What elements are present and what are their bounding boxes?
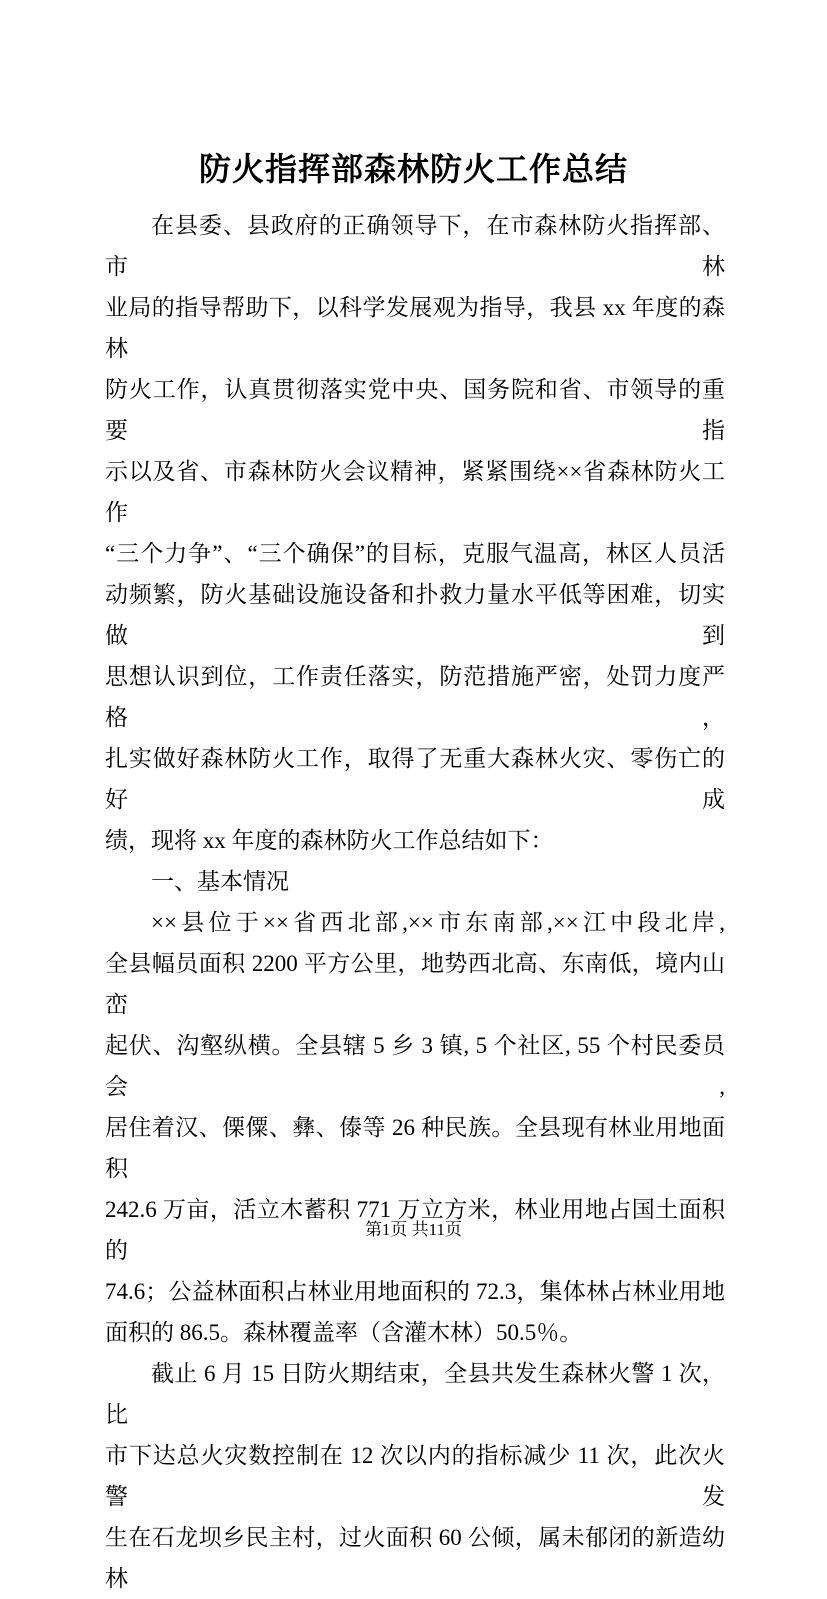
text-line: 生在石龙坝乡民主村，过火面积 60 公倾，属未郁闭的新造幼林 [105,1525,725,1591]
text-line: 面积的 86.5。森林覆盖率（含灌木林）50.5％。 [105,1320,583,1345]
text-line: 74.6；公益林面积占林业用地面积的 72.3，集体林占林业用地 [105,1279,725,1304]
paragraph [105,902,725,1353]
text-line: 242.6 万亩，活立木蓄积 771 万立方米，林业用地占国土面积的 [105,1197,725,1263]
text-line: 思想认识到位，工作责任落实，防范措施严密，处罚力度严格， [105,664,725,730]
text-line: 示以及省、市森林防火会议精神，紧紧围绕××省森林防火工作 [105,459,725,525]
section-heading [105,861,725,902]
document-page [0,150,827,1591]
page-title: 防火指挥部森林防火工作总结 [198,151,628,187]
text-line: 绩，现将 xx 年度的森林防火工作总结如下： [105,828,554,853]
text-line: 截止 6 月 15 日防火期结束，全县共发生森林火警 1 次，比 [105,1361,725,1427]
text-line: 全县幅员面积 2200 平方公里，地势西北高、东南低，境内山峦 [105,951,725,1017]
text-line: 居住着汉、傈僳、彝、傣等 26 种民族。全县现有林业用地面积 [105,1115,725,1181]
text-line: 在县委、县政府的正确领导下，在市森林防火指挥部、市林 [105,213,725,279]
text-line: 防火工作，认真贯彻落实党中央、国务院和省、市领导的重要指 [105,377,725,443]
paragraph [105,205,725,861]
document-body [105,205,725,1599]
text-line: 动频繁，防火基础设施设备和扑救力量水平低等困难，切实做到 [105,582,725,648]
text-line: 扎实做好森林防火工作，取得了无重大森林火灾、零伤亡的好成 [105,746,725,812]
text-line: 业局的指导帮助下，以科学发展观为指导，我县 xx 年度的森林 [105,295,725,361]
text-line: ××县位于××省西北部,××市东南部,××江中段北岸, [151,910,725,935]
text-line: 一、基本情况 [151,869,289,894]
paragraph [105,1353,725,1599]
page-footer [0,1218,827,1242]
page-number: 第1页 共11页 [364,1220,463,1239]
text-line: “三个力争”、“三个确保”的目标，克服气温高，林区人员活 [105,541,725,566]
text-line: 市下达总火灾数控制在 12 次以内的指标减少 11 次，此次火警发 [105,1443,725,1509]
text-line: 起伏、沟壑纵横。全县辖 5 乡 3 镇, 5 个社区, 55 个村民委员会, [105,1033,725,1099]
